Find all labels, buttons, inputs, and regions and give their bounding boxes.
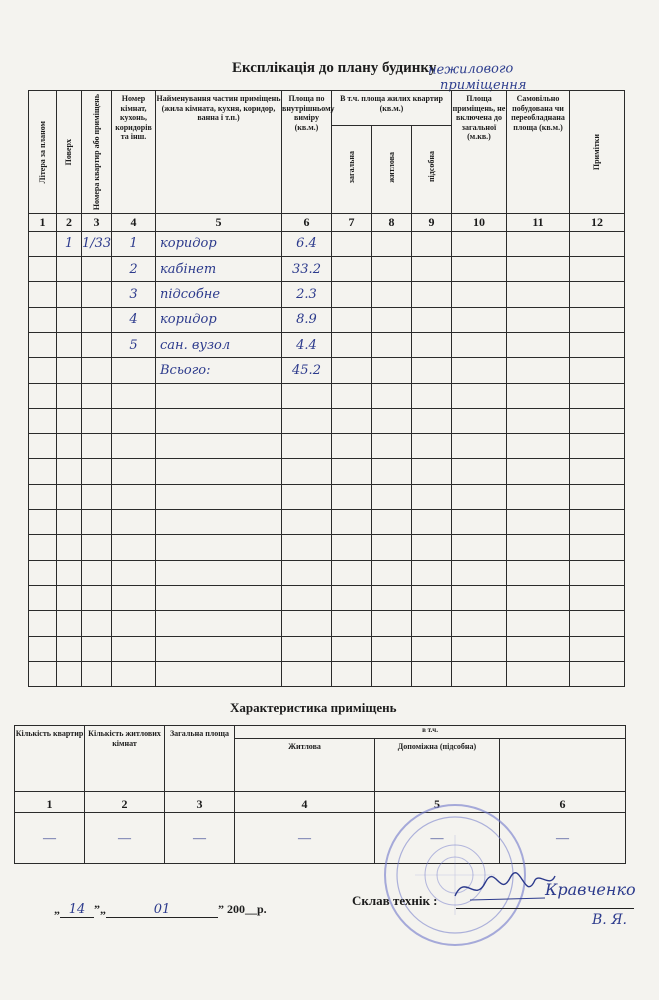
- header-area: Площа по внутрішньому виміру (кв.м.): [282, 91, 332, 214]
- cell-living: [372, 257, 412, 282]
- cell-living: [372, 636, 412, 661]
- document-title: Експлікація до плану будинку: [232, 60, 437, 76]
- column-number: 12: [570, 213, 625, 231]
- cell-letter: [29, 535, 57, 560]
- column-number: 1: [29, 213, 57, 231]
- cell-unauthorized: [507, 257, 570, 282]
- cell-floor: [57, 332, 82, 357]
- cell-notes: [570, 459, 625, 484]
- cell-excluded: [452, 661, 507, 686]
- cell-total: [332, 535, 372, 560]
- cell-room-name: [156, 484, 282, 509]
- explication-table: [28, 90, 625, 687]
- cell-living: [372, 358, 412, 383]
- cell-unauthorized: [507, 636, 570, 661]
- cell-letter: [29, 661, 57, 686]
- cell-auxiliary: [412, 408, 452, 433]
- cell-notes: [570, 560, 625, 585]
- column-number: 6: [282, 213, 332, 231]
- cell-auxiliary: [412, 231, 452, 256]
- cell-excluded: [452, 307, 507, 332]
- cell-unauthorized: [507, 484, 570, 509]
- cell-apartment: [82, 560, 112, 585]
- characteristics-value: —: [500, 813, 626, 864]
- cell-notes: [570, 408, 625, 433]
- header-auxiliary-area: Допоміжна (підсобна): [375, 739, 500, 792]
- cell-auxiliary: [412, 383, 452, 408]
- characteristics-value: —: [15, 813, 85, 864]
- column-number: 4: [235, 792, 375, 813]
- cell-room-name: [156, 636, 282, 661]
- cell-excluded: [452, 535, 507, 560]
- cell-living: [372, 510, 412, 535]
- cell-area: 45.2: [282, 358, 332, 383]
- explication-row: [29, 257, 625, 282]
- cell-unauthorized: [507, 231, 570, 256]
- cell-auxiliary: [412, 560, 452, 585]
- cell-total: [332, 332, 372, 357]
- cell-notes: [570, 434, 625, 459]
- cell-letter: [29, 408, 57, 433]
- characteristics-title: Характеристика приміщень: [230, 700, 397, 715]
- column-number: 5: [375, 792, 500, 813]
- cell-floor: [57, 307, 82, 332]
- header-living-area-group: В т.ч. площа жилих квартир (кв.м.): [332, 91, 452, 126]
- column-number: 1: [15, 792, 85, 813]
- explication-row: [29, 383, 625, 408]
- cell-area: [282, 611, 332, 636]
- cell-area: [282, 408, 332, 433]
- header-total: загальна: [332, 126, 372, 214]
- cell-room-number: [112, 459, 156, 484]
- cell-area: [282, 661, 332, 686]
- cell-room-number: [112, 510, 156, 535]
- explication-row: [29, 408, 625, 433]
- cell-unauthorized: [507, 307, 570, 332]
- cell-room-name: коридор: [156, 231, 282, 256]
- cell-unauthorized: [507, 332, 570, 357]
- cell-excluded: [452, 383, 507, 408]
- characteristics-value: —: [165, 813, 235, 864]
- explication-row: [29, 307, 625, 332]
- cell-total: [332, 661, 372, 686]
- cell-room-number: [112, 611, 156, 636]
- cell-area: [282, 434, 332, 459]
- cell-auxiliary: [412, 585, 452, 610]
- cell-excluded: [452, 282, 507, 307]
- cell-apartment: [82, 282, 112, 307]
- cell-auxiliary: [412, 282, 452, 307]
- cell-room-name: кабінет: [156, 257, 282, 282]
- explication-row: [29, 585, 625, 610]
- cell-floor: [57, 434, 82, 459]
- characteristics-value: —: [235, 813, 375, 864]
- cell-unauthorized: [507, 459, 570, 484]
- explication-row: [29, 560, 625, 585]
- cell-living: [372, 535, 412, 560]
- cell-room-number: [112, 560, 156, 585]
- cell-floor: [57, 358, 82, 383]
- cell-total: [332, 434, 372, 459]
- cell-living: [372, 434, 412, 459]
- cell-apartment: [82, 358, 112, 383]
- cell-floor: [57, 661, 82, 686]
- cell-notes: [570, 257, 625, 282]
- cell-living: [372, 459, 412, 484]
- cell-room-number: 2: [112, 257, 156, 282]
- signer-initials: В. Я.: [592, 912, 627, 928]
- cell-excluded: [452, 636, 507, 661]
- cell-living: [372, 332, 412, 357]
- cell-floor: [57, 257, 82, 282]
- cell-floor: [57, 611, 82, 636]
- header-apartment-count: Кількість квартир: [15, 726, 85, 792]
- cell-area: 2.3: [282, 282, 332, 307]
- cell-letter: [29, 585, 57, 610]
- cell-apartment: [82, 585, 112, 610]
- column-number: 6: [500, 792, 626, 813]
- cell-letter: [29, 459, 57, 484]
- explication-row: [29, 231, 625, 256]
- cell-total: [332, 257, 372, 282]
- cell-excluded: [452, 459, 507, 484]
- column-number: 3: [82, 213, 112, 231]
- cell-apartment: [82, 459, 112, 484]
- cell-area: [282, 636, 332, 661]
- header-living-room-count: Кількість житлових кімнат: [85, 726, 165, 792]
- cell-apartment: [82, 434, 112, 459]
- cell-apartment: [82, 408, 112, 433]
- cell-notes: [570, 307, 625, 332]
- cell-room-number: [112, 434, 156, 459]
- cell-letter: [29, 358, 57, 383]
- cell-total: [332, 636, 372, 661]
- explication-row: [29, 459, 625, 484]
- cell-letter: [29, 510, 57, 535]
- cell-letter: [29, 231, 57, 256]
- date-year: ” 200__р.: [218, 902, 267, 916]
- cell-excluded: [452, 332, 507, 357]
- characteristics-table: [14, 725, 626, 864]
- header-unauthorized-area: Самовільно побудована чи переобладнана площа (кв.м.): [507, 91, 570, 214]
- cell-excluded: [452, 408, 507, 433]
- signer-name: Кравченко: [545, 880, 636, 899]
- column-number: 2: [85, 792, 165, 813]
- cell-floor: [57, 535, 82, 560]
- column-number: 9: [412, 213, 452, 231]
- cell-total: [332, 459, 372, 484]
- column-number: 7: [332, 213, 372, 231]
- cell-area: [282, 510, 332, 535]
- cell-room-name: [156, 408, 282, 433]
- signature-icon: [450, 868, 560, 908]
- cell-letter: [29, 636, 57, 661]
- cell-notes: [570, 636, 625, 661]
- header-letter: Літера за планом: [29, 91, 57, 214]
- cell-living: [372, 585, 412, 610]
- cell-room-name: [156, 585, 282, 610]
- cell-floor: [57, 484, 82, 509]
- cell-unauthorized: [507, 661, 570, 686]
- cell-unauthorized: [507, 535, 570, 560]
- cell-letter: [29, 611, 57, 636]
- column-number: 11: [507, 213, 570, 231]
- column-number: 8: [372, 213, 412, 231]
- cell-room-name: Всього:: [156, 358, 282, 383]
- cell-unauthorized: [507, 434, 570, 459]
- cell-apartment: [82, 611, 112, 636]
- cell-room-number: 1: [112, 231, 156, 256]
- cell-living: [372, 661, 412, 686]
- cell-room-name: підсобне: [156, 282, 282, 307]
- cell-letter: [29, 383, 57, 408]
- cell-auxiliary: [412, 257, 452, 282]
- cell-room-number: [112, 408, 156, 433]
- cell-notes: [570, 282, 625, 307]
- cell-room-number: 5: [112, 332, 156, 357]
- cell-notes: [570, 661, 625, 686]
- cell-auxiliary: [412, 535, 452, 560]
- cell-auxiliary: [412, 636, 452, 661]
- cell-floor: [57, 459, 82, 484]
- cell-living: [372, 408, 412, 433]
- cell-room-number: [112, 636, 156, 661]
- cell-room-number: [112, 358, 156, 383]
- cell-room-number: [112, 484, 156, 509]
- title-handwritten-line2: приміщення: [440, 78, 527, 93]
- cell-room-name: [156, 661, 282, 686]
- cell-apartment: [82, 636, 112, 661]
- column-number: 2: [57, 213, 82, 231]
- cell-room-name: [156, 611, 282, 636]
- cell-area: 33.2: [282, 257, 332, 282]
- cell-notes: [570, 535, 625, 560]
- cell-room-name: [156, 383, 282, 408]
- cell-letter: [29, 560, 57, 585]
- cell-letter: [29, 307, 57, 332]
- cell-letter: [29, 282, 57, 307]
- cell-excluded: [452, 560, 507, 585]
- cell-notes: [570, 510, 625, 535]
- header-notes: Примітки: [570, 91, 625, 214]
- cell-floor: [57, 408, 82, 433]
- cell-total: [332, 484, 372, 509]
- cell-room-number: 3: [112, 282, 156, 307]
- cell-excluded: [452, 231, 507, 256]
- cell-room-number: [112, 661, 156, 686]
- cell-room-name: [156, 459, 282, 484]
- explication-row: [29, 484, 625, 509]
- cell-total: [332, 585, 372, 610]
- cell-apartment: [82, 383, 112, 408]
- explication-row: [29, 332, 625, 357]
- cell-room-number: [112, 383, 156, 408]
- cell-living: [372, 611, 412, 636]
- date-line: „ 14 ”„ 01 ” 200__р.: [54, 902, 267, 917]
- cell-auxiliary: [412, 510, 452, 535]
- cell-auxiliary: [412, 611, 452, 636]
- cell-room-name: [156, 535, 282, 560]
- explication-row: [29, 535, 625, 560]
- explication-row: [29, 434, 625, 459]
- cell-auxiliary: [412, 484, 452, 509]
- cell-notes: [570, 585, 625, 610]
- cell-apartment: 1/33: [82, 231, 112, 256]
- cell-auxiliary: [412, 459, 452, 484]
- explication-row: [29, 661, 625, 686]
- date-day: 14: [60, 902, 94, 918]
- cell-living: [372, 231, 412, 256]
- cell-apartment: [82, 307, 112, 332]
- cell-area: 6.4: [282, 231, 332, 256]
- cell-floor: [57, 560, 82, 585]
- explication-row: [29, 358, 625, 383]
- cell-letter: [29, 257, 57, 282]
- compiled-by-label: Склав технік :: [352, 893, 438, 908]
- column-number: 5: [156, 213, 282, 231]
- cell-excluded: [452, 434, 507, 459]
- cell-letter: [29, 434, 57, 459]
- cell-area: [282, 459, 332, 484]
- header-floor: Поверх: [57, 91, 82, 214]
- header-total-area: Загальна площа: [165, 726, 235, 792]
- cell-living: [372, 282, 412, 307]
- header-including: в т.ч.: [235, 726, 626, 739]
- cell-room-name: [156, 560, 282, 585]
- cell-living: [372, 307, 412, 332]
- cell-excluded: [452, 257, 507, 282]
- cell-room-name: [156, 434, 282, 459]
- column-number: 4: [112, 213, 156, 231]
- cell-auxiliary: [412, 307, 452, 332]
- cell-living: [372, 484, 412, 509]
- header-auxiliary: підсобна: [412, 126, 452, 214]
- cell-room-number: [112, 585, 156, 610]
- cell-total: [332, 383, 372, 408]
- cell-floor: 1: [57, 231, 82, 256]
- header-excluded-area: Площа приміщень, не включена до загальної (м.кв.): [452, 91, 507, 214]
- cell-area: [282, 535, 332, 560]
- cell-auxiliary: [412, 434, 452, 459]
- cell-living: [372, 560, 412, 585]
- cell-room-number: 4: [112, 307, 156, 332]
- characteristics-number-row: [15, 792, 626, 813]
- title-handwritten-line1: нежилового: [427, 61, 514, 78]
- cell-excluded: [452, 611, 507, 636]
- cell-notes: [570, 611, 625, 636]
- cell-unauthorized: [507, 560, 570, 585]
- cell-area: 8.9: [282, 307, 332, 332]
- cell-excluded: [452, 585, 507, 610]
- cell-total: [332, 231, 372, 256]
- signature-line: [456, 908, 634, 909]
- cell-total: [332, 510, 372, 535]
- cell-unauthorized: [507, 585, 570, 610]
- cell-room-name: сан. вузол: [156, 332, 282, 357]
- cell-unauthorized: [507, 510, 570, 535]
- characteristics-value: —: [85, 813, 165, 864]
- cell-apartment: [82, 661, 112, 686]
- column-number: 10: [452, 213, 507, 231]
- column-number-row: [29, 213, 625, 231]
- explication-row: [29, 611, 625, 636]
- explication-row: [29, 636, 625, 661]
- date-month: 01: [106, 902, 218, 918]
- cell-floor: [57, 585, 82, 610]
- header-empty: [500, 739, 626, 792]
- cell-total: [332, 282, 372, 307]
- cell-apartment: [82, 535, 112, 560]
- cell-total: [332, 358, 372, 383]
- cell-excluded: [452, 484, 507, 509]
- cell-notes: [570, 231, 625, 256]
- cell-notes: [570, 358, 625, 383]
- cell-apartment: [82, 332, 112, 357]
- column-number: 3: [165, 792, 235, 813]
- cell-total: [332, 560, 372, 585]
- cell-unauthorized: [507, 611, 570, 636]
- cell-floor: [57, 282, 82, 307]
- cell-letter: [29, 484, 57, 509]
- cell-floor: [57, 383, 82, 408]
- cell-total: [332, 611, 372, 636]
- cell-apartment: [82, 484, 112, 509]
- cell-area: [282, 484, 332, 509]
- cell-unauthorized: [507, 282, 570, 307]
- cell-letter: [29, 332, 57, 357]
- cell-apartment: [82, 510, 112, 535]
- cell-notes: [570, 484, 625, 509]
- cell-room-number: [112, 535, 156, 560]
- cell-living: [372, 383, 412, 408]
- cell-auxiliary: [412, 358, 452, 383]
- cell-excluded: [452, 510, 507, 535]
- cell-area: [282, 383, 332, 408]
- cell-floor: [57, 510, 82, 535]
- header-apartment-numbers: Номера квартир або приміщень: [82, 91, 112, 214]
- cell-auxiliary: [412, 332, 452, 357]
- cell-area: 4.4: [282, 332, 332, 357]
- cell-unauthorized: [507, 408, 570, 433]
- cell-area: [282, 585, 332, 610]
- cell-total: [332, 408, 372, 433]
- cell-room-name: коридор: [156, 307, 282, 332]
- header-room-number: Номер кімнат, кухонь, коридорів та інш.: [112, 91, 156, 214]
- explication-row: [29, 510, 625, 535]
- cell-notes: [570, 383, 625, 408]
- cell-area: [282, 560, 332, 585]
- cell-room-name: [156, 510, 282, 535]
- cell-floor: [57, 636, 82, 661]
- characteristics-value-row: [15, 813, 626, 864]
- cell-apartment: [82, 257, 112, 282]
- cell-unauthorized: [507, 383, 570, 408]
- header-living-area: Житлова: [235, 739, 375, 792]
- header-room-name: Найменування частин приміщень (жила кімната, кухня, коридор, ванна і т.п.): [156, 91, 282, 214]
- cell-auxiliary: [412, 661, 452, 686]
- cell-total: [332, 307, 372, 332]
- header-living: житлова: [372, 126, 412, 214]
- characteristics-value: —: [375, 813, 500, 864]
- cell-notes: [570, 332, 625, 357]
- cell-excluded: [452, 358, 507, 383]
- cell-unauthorized: [507, 358, 570, 383]
- explication-row: [29, 282, 625, 307]
